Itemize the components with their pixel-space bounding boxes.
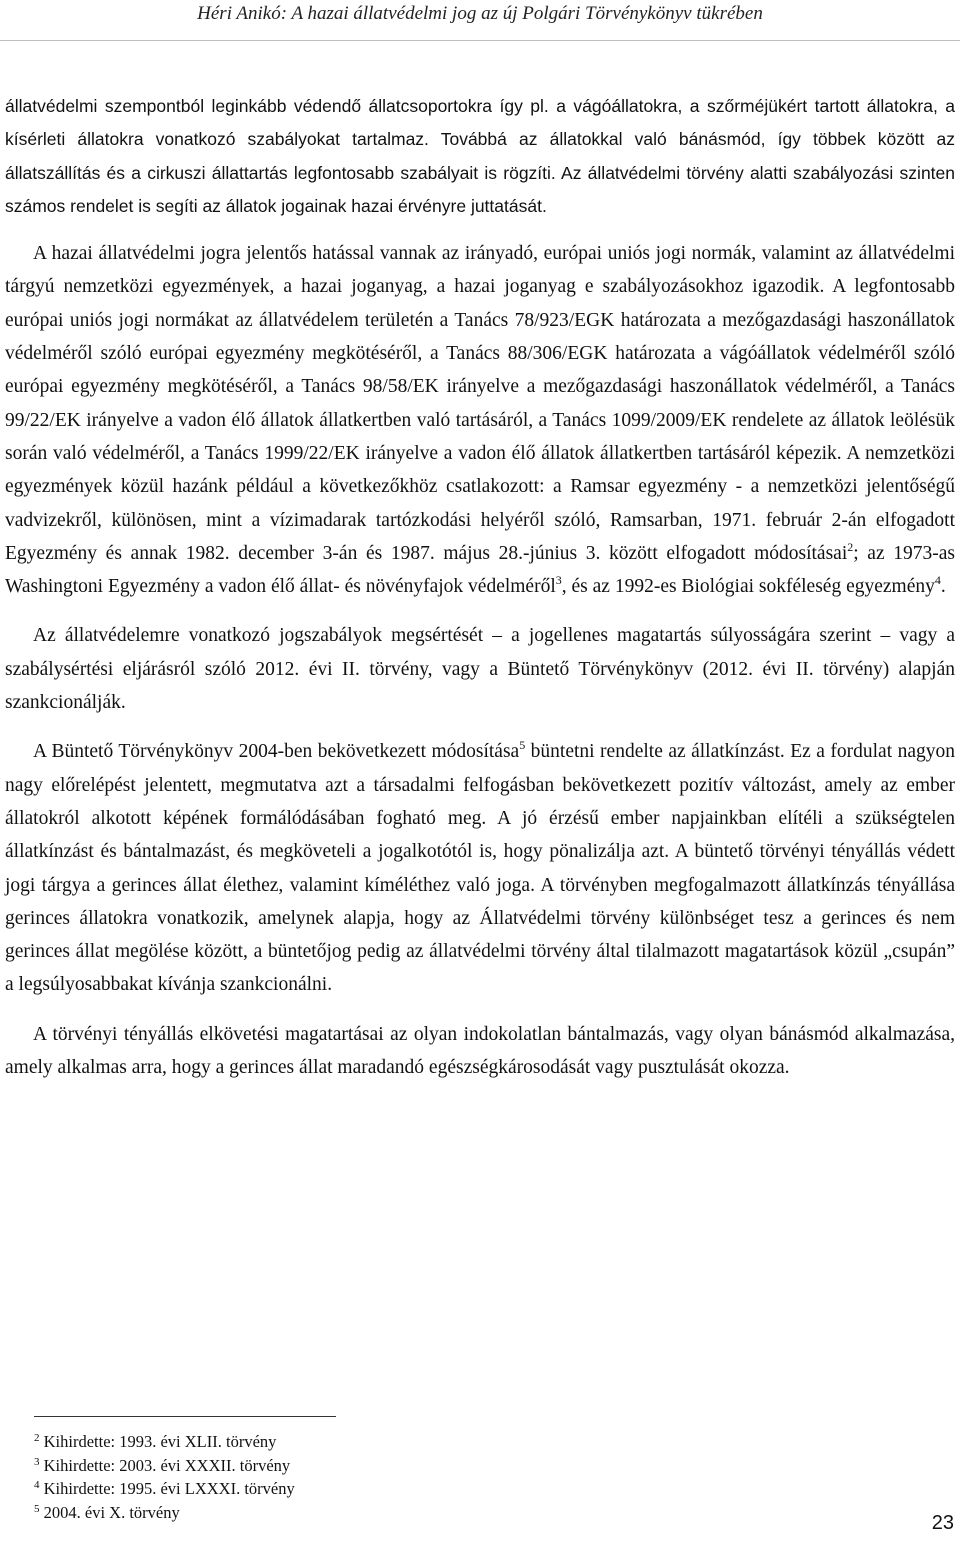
footnote-text: 2004. évi X. törvény <box>43 1502 180 1522</box>
footnote <box>34 1454 634 1478</box>
paragraph-3: Az állatvédelemre vonatkozó jogszabályok megsértését – a jogellenes magatartás súlyosságára szerint – vagy a szabálysértési eljárásról szóló 2012. évi II. törvény, vagy a Büntető Törvénykönyv (2012. évi II. törvény) alapján szankcionálják. <box>5 625 955 714</box>
paragraph-2-text-d: . <box>940 576 946 598</box>
footnote <box>34 1501 634 1525</box>
footnote-text: Kihirdette: 1993. évi XLII. törvény <box>43 1432 277 1451</box>
paragraph-2-text-c: , és az 1992-es Biológiai sokféleség egyezmény <box>561 576 935 598</box>
footnote-text: Kihirdette: 1995. évi LXXXI. törvény <box>43 1479 295 1498</box>
header-title: Héri Anikó: A hazai állatvédelmi jog az új Polgári Törvénykönyv tükrében <box>197 3 763 24</box>
footnote-number: 5 <box>34 1502 40 1515</box>
main-text <box>5 90 955 1100</box>
page-number: 23 <box>931 1512 954 1534</box>
paragraph-4-text-b: büntetni rendelte az állatkínzást. Ez a fordulat nagyon nagy előrelépést jelentett, megmutatva azt a társadalmi felfogásban bekövetkezett pozitív változást, amely az ember állatokról alkotott képének formálódásában fogható meg. A jó érzésű ember napjainkban elítéli a szükségtelen állatkínzást és bántalmazást, és megköveteli a jogalkotótól is, hogy pönalizálja azt. A büntető törvényi tényállás védett jogi tárgya a gerinces állat élethez, valamint kíméléthez való joga. A törvényben megfogalmazott állatkínzás tényállása gerinces állatokra vonatkozik, amelynek alapja, hogy az Állatvédelmi törvény különbséget tesz a gerinces és nem gerinces állat megölése között, a büntetőjog pedig az állatvédelmi törvény által tilalmazott magatartások közül „csupán” a legsúlyosabbakat kívánja szankcionálni. <box>5 741 955 996</box>
paragraph-1: állatvédelmi szempontból leginkább védendő állatcsoportokra így pl. a vágóállatokra, a szőrméjükért tartott állatokra, a kísérleti állatokra vonatkozó szabályokat tartalmaz. Továbbá az állatokkal való bánásmód, így többek között az állatszállítás és a cirkuszi állattartás legfontosabb szabályait is rögzíti. Az állatvédelmi törvény alatti szabályozási szinten számos rendelet is segíti az állatok jogainak hazai érvényre juttatását. <box>5 96 955 216</box>
paragraph-4-text-a: A Büntető Törvénykönyv 2004-ben bekövetkezett módosítása <box>33 741 520 763</box>
running-header <box>0 0 960 41</box>
footnote <box>34 1477 634 1501</box>
footnotes <box>34 1430 634 1524</box>
paragraph-2-text-b: ; az 1973-as Washingtoni Egyezmény a vadon élő állat- és növényfajok védelméről <box>5 542 955 598</box>
paragraph-4 <box>5 735 955 1001</box>
footnote-ref-4[interactable]: 4 <box>934 573 941 588</box>
footnote-number: 4 <box>34 1479 40 1491</box>
paragraph-2 <box>5 237 955 603</box>
footnote-text: Kihirdette: 2003. évi XXXII. törvény <box>43 1455 291 1475</box>
footnote-ref-2[interactable]: 2 <box>847 539 854 554</box>
paragraph-2-text-a: A hazai állatvédelmi jogra jelentős hatással vannak az irányadó, európai uniós jogi normák, valamint az állatvédelmi tárgyú nemzetközi egyezmények, a hazai joganyag, a hazai joganyag e szabályozásokhoz igazodik. A legfontosabb európai uniós jogi normákat az állatvédelem területén a Tanács 78/923/EGK határozata a mezőgazdasági haszonállatok védelméről szóló európai egyezmény megkötéséről, a Tanács 88/306/EGK határozata a vágóállatok védelméről szóló európai egyezmény megkötéséről, a Tanács 98/58/EK irányelve a mezőgazdasági haszonállatok védelméről, a Tanács 99/22/EK irányelve a vadon élő állatok állatkertben való tartásáról, a Tanács 1099/2009/EK rendelete az állatok leölésük során való védelméről, a Tanács 1999/22/EK irányelve a vadon élő állatok állatkertben tartásáról képezik. A nemzetközi egyezmények közül hazánk például a következőkhöz csatlakozott: a Ramsar egyezmény - a nemzetközi jelentőségű vadvizekről, különösen, mint a vízimadarak tartózkodási helyéről szóló, Ramsarban, 1971. február 2-án elfogadott Egyezmény és annak 1982. december 3-án és 1987. május 28.-június 3. között elfogadott módosításai <box>5 243 955 564</box>
footnote <box>34 1430 634 1454</box>
footnote-ref-5[interactable]: 5 <box>519 738 526 753</box>
footnote-number: 2 <box>34 1432 40 1444</box>
footnote-ref-3[interactable]: 3 <box>555 573 562 588</box>
footnote-divider <box>34 1416 336 1417</box>
footnote-number: 3 <box>34 1455 40 1468</box>
paragraph-5: A törvényi tényállás elkövetési magatartásai az olyan indokolatlan bántalmazás, vagy olyan bánásmód alkalmazása, amely alkalmas arra, hogy a gerinces állat maradandó egészségkárosodását vagy pusztulását okozza. <box>5 1023 955 1079</box>
